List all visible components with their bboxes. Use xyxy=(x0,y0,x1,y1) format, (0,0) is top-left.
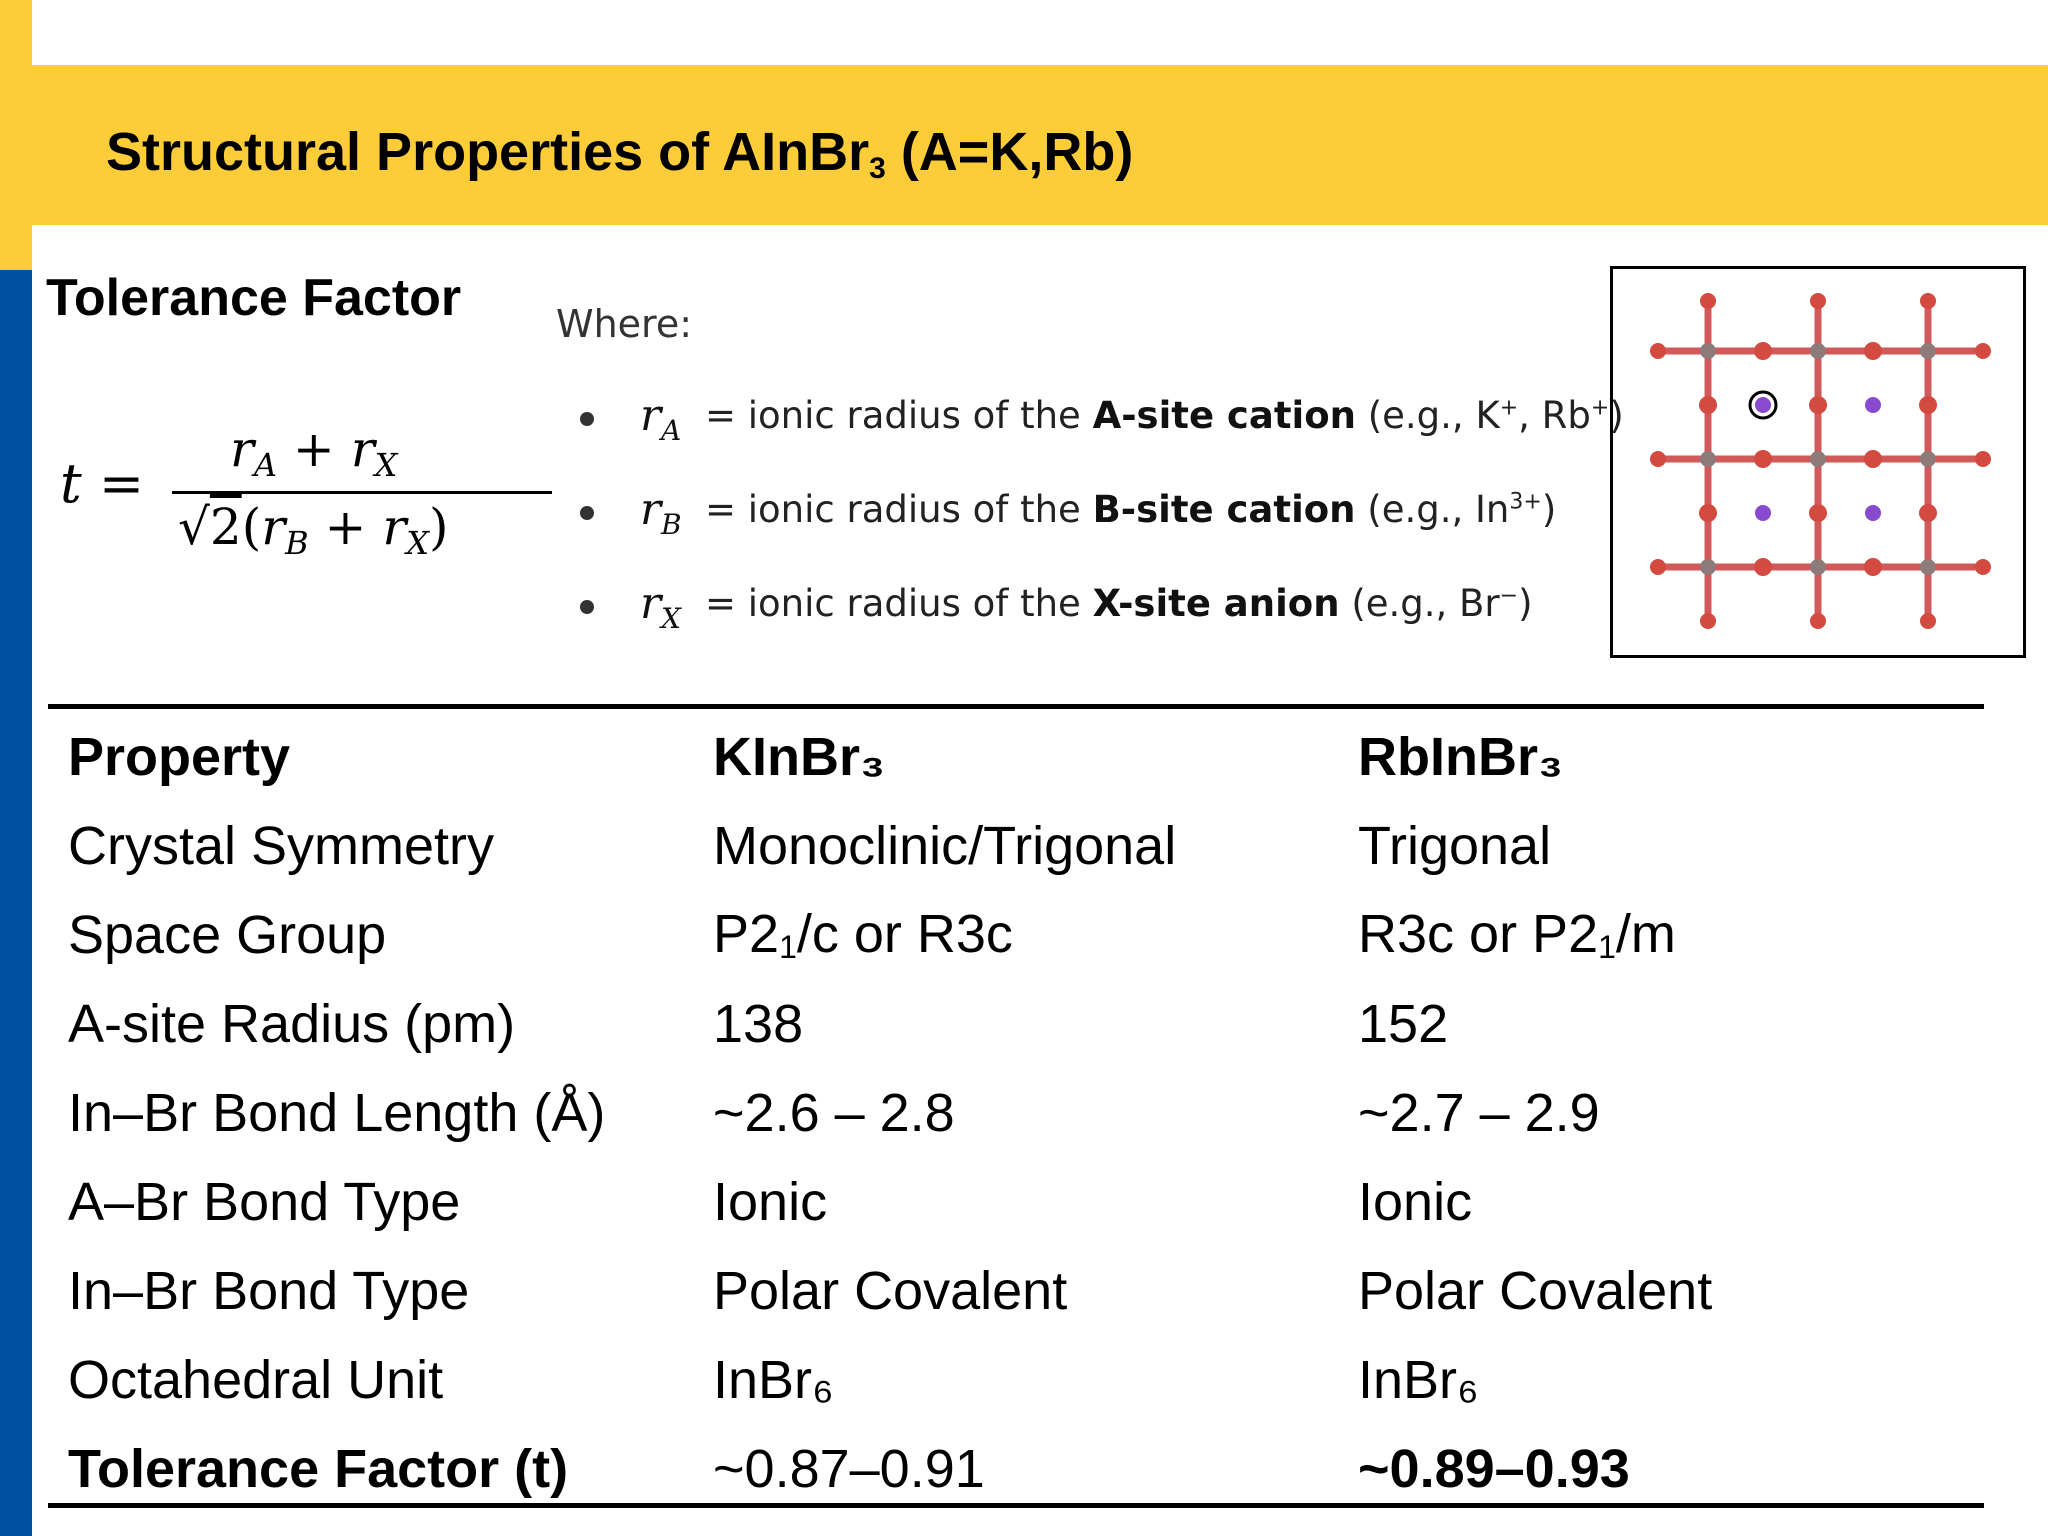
br-atom xyxy=(1700,293,1716,309)
a-site-atom xyxy=(1755,505,1771,521)
slide-title xyxy=(106,120,1133,201)
legend-text-post: (e.g., Br xyxy=(1339,582,1500,625)
in-atom xyxy=(1700,343,1716,359)
br-atom xyxy=(1700,613,1716,629)
bullet-dot xyxy=(580,506,594,520)
br-atom xyxy=(1919,396,1937,414)
cell-kinbr3: Polar Covalent xyxy=(713,1260,1068,1321)
in-atom xyxy=(1920,451,1936,467)
tolerance-formula xyxy=(60,410,510,590)
table-row xyxy=(68,801,1968,890)
sg-k-pre: P2 xyxy=(713,904,780,964)
table-row xyxy=(68,1246,1968,1335)
title-prefix: Structural Properties of AInBr xyxy=(106,122,870,182)
left-accent-yellow xyxy=(0,0,32,270)
cell-property: A–Br Bond Type xyxy=(68,1171,461,1232)
br-atom xyxy=(1650,451,1666,467)
legend-sym-r: r xyxy=(640,484,662,535)
legend-text-mid: , Rb xyxy=(1518,394,1591,437)
br-atom xyxy=(1650,559,1666,575)
br-atom xyxy=(1920,293,1936,309)
legend-text xyxy=(705,582,1533,625)
br-atom xyxy=(1975,559,1991,575)
a-site-atom xyxy=(1865,505,1881,521)
a-site-atom xyxy=(1755,397,1771,413)
cell-rbinbr3: Ionic xyxy=(1358,1171,1473,1232)
legend-sym-r: r xyxy=(640,578,662,629)
cell-kinbr3 xyxy=(713,890,1358,979)
sg-k-post: /c or R3c xyxy=(796,904,1013,964)
den-r1: r xyxy=(261,498,286,556)
sqrt-sign: √ xyxy=(178,498,210,556)
sg-rb-post: /m xyxy=(1615,904,1676,964)
cell-rbinbr3: ~0.89–0.93 xyxy=(1358,1438,1630,1499)
title-suffix: (A=K,Rb) xyxy=(885,122,1134,182)
cell-property: Space Group xyxy=(68,904,387,965)
num-plus: + r xyxy=(277,420,375,478)
br-atom xyxy=(1810,293,1826,309)
section-heading: Tolerance Factor xyxy=(46,269,462,327)
cell-rbinbr3: InBr₆ xyxy=(1358,1349,1479,1410)
sg-rb-sub: 1 xyxy=(1598,929,1616,965)
formula-lhs: t = xyxy=(60,452,145,515)
legend-sup1: 3+ xyxy=(1509,489,1542,515)
cell-rbinbr3: ~2.7 – 2.9 xyxy=(1358,1082,1600,1143)
br-atom xyxy=(1810,613,1826,629)
legend-sym-r: r xyxy=(640,390,662,441)
legend-item-rb xyxy=(580,484,1590,578)
left-accent-blue xyxy=(0,270,32,1536)
formula-denominator xyxy=(178,498,449,562)
crystal-structure-figure xyxy=(1610,266,2026,658)
table-header-row xyxy=(68,712,1968,801)
legend-text-pre: = ionic radius of the xyxy=(705,488,1093,531)
formula-numerator xyxy=(230,420,397,484)
legend-symbol xyxy=(640,390,681,447)
fraction-line xyxy=(172,491,552,494)
cell-rbinbr3: Trigonal xyxy=(1358,815,1552,876)
sqrt-two: 2 xyxy=(209,498,242,556)
den-r2: r xyxy=(382,498,407,556)
perovskite-lattice-icon xyxy=(1613,269,2023,655)
br-atom xyxy=(1920,613,1936,629)
cell-kinbr3: InBr₆ xyxy=(713,1349,834,1410)
legend-text-end: ) xyxy=(1609,394,1624,437)
legend-list xyxy=(580,390,1624,672)
legend-text-end: ) xyxy=(1518,582,1533,625)
den-sub-x: X xyxy=(406,524,429,562)
br-atom xyxy=(1864,558,1882,576)
where-label: Where: xyxy=(556,302,693,346)
br-atom xyxy=(1809,504,1827,522)
den-plus: + xyxy=(308,498,383,556)
cell-kinbr3: Monoclinic/Trigonal xyxy=(713,815,1177,876)
table-row xyxy=(68,890,1968,979)
br-atom xyxy=(1864,342,1882,360)
sg-k-sub: 1 xyxy=(779,929,797,965)
legend-text-bold: A-site cation xyxy=(1092,394,1356,437)
legend-sup2: + xyxy=(1590,395,1610,421)
br-atom xyxy=(1919,504,1937,522)
legend-text-post: (e.g., K xyxy=(1355,394,1500,437)
br-atom xyxy=(1754,558,1772,576)
in-atom xyxy=(1810,343,1826,359)
legend-sym-sub: X xyxy=(661,602,681,635)
table-row xyxy=(68,1424,1968,1513)
in-atom xyxy=(1700,451,1716,467)
cell-rbinbr3: Polar Covalent xyxy=(1358,1260,1713,1321)
cell-property: In–Br Bond Type xyxy=(68,1260,470,1321)
den-close: ) xyxy=(429,498,449,556)
in-atom xyxy=(1700,559,1716,575)
cell-kinbr3: ~0.87–0.91 xyxy=(713,1438,985,1499)
br-atom xyxy=(1975,343,1991,359)
legend-symbol xyxy=(640,484,682,541)
header-kinbr3: KInBr₃ xyxy=(713,726,885,787)
num-sub-x: X xyxy=(374,446,398,484)
title-subscript: 3 xyxy=(869,152,886,185)
br-atom xyxy=(1754,450,1772,468)
legend-text-end: ) xyxy=(1541,488,1557,531)
header-property: Property xyxy=(68,726,291,787)
in-atom xyxy=(1920,343,1936,359)
table-row xyxy=(68,1335,1968,1424)
legend-text-pre: = ionic radius of the xyxy=(705,394,1093,437)
table-row xyxy=(68,979,1968,1068)
sg-rb-pre: R3c or P2 xyxy=(1358,904,1599,964)
legend-text-bold: X-site anion xyxy=(1092,582,1340,625)
legend-text xyxy=(705,488,1556,531)
legend-text xyxy=(705,394,1624,437)
table-row xyxy=(68,1068,1968,1157)
br-atom xyxy=(1864,450,1882,468)
legend-sup1: − xyxy=(1499,583,1519,609)
num-r: r xyxy=(230,420,254,478)
legend-symbol xyxy=(640,578,681,635)
br-atom xyxy=(1975,451,1991,467)
cell-rbinbr3 xyxy=(1358,890,1968,979)
a-site-atom xyxy=(1865,397,1881,413)
cell-property: In–Br Bond Length (Å) xyxy=(68,1082,606,1143)
header-rbinbr3: RbInBr₃ xyxy=(1358,726,1563,787)
legend-sym-sub: B xyxy=(661,508,682,541)
table-row xyxy=(68,1157,1968,1246)
cell-property: A-site Radius (pm) xyxy=(68,993,516,1054)
legend-text-bold: B-site cation xyxy=(1092,488,1356,531)
den-sub-b: B xyxy=(285,524,309,562)
br-atom xyxy=(1699,504,1717,522)
bullet-dot xyxy=(580,600,594,614)
cell-property: Tolerance Factor (t) xyxy=(68,1438,569,1499)
cell-kinbr3: Ionic xyxy=(713,1171,828,1232)
br-atom xyxy=(1650,343,1666,359)
br-atom xyxy=(1809,396,1827,414)
legend-item-ra xyxy=(580,390,1624,484)
num-sub-a: A xyxy=(253,446,278,484)
legend-text-pre: = ionic radius of the xyxy=(705,582,1093,625)
cell-kinbr3: 138 xyxy=(713,993,804,1054)
den-open: ( xyxy=(241,498,262,556)
legend-sup1: + xyxy=(1499,395,1519,421)
legend-text-post: (e.g., In xyxy=(1355,488,1510,531)
bullet-dot xyxy=(580,412,594,426)
br-atom xyxy=(1754,342,1772,360)
in-atom xyxy=(1920,559,1936,575)
table-bottom-rule xyxy=(48,1503,1984,1508)
cell-kinbr3: ~2.6 – 2.8 xyxy=(713,1082,955,1143)
in-atom xyxy=(1810,451,1826,467)
legend-sym-sub: A xyxy=(661,414,682,447)
cell-rbinbr3: 152 xyxy=(1358,993,1449,1054)
br-atom xyxy=(1699,396,1717,414)
legend-item-rx xyxy=(580,578,1590,672)
in-atom xyxy=(1810,559,1826,575)
table-top-rule xyxy=(48,704,1984,709)
properties-table xyxy=(68,712,1968,1513)
cell-property: Crystal Symmetry xyxy=(68,815,495,876)
cell-property: Octahedral Unit xyxy=(68,1349,444,1410)
